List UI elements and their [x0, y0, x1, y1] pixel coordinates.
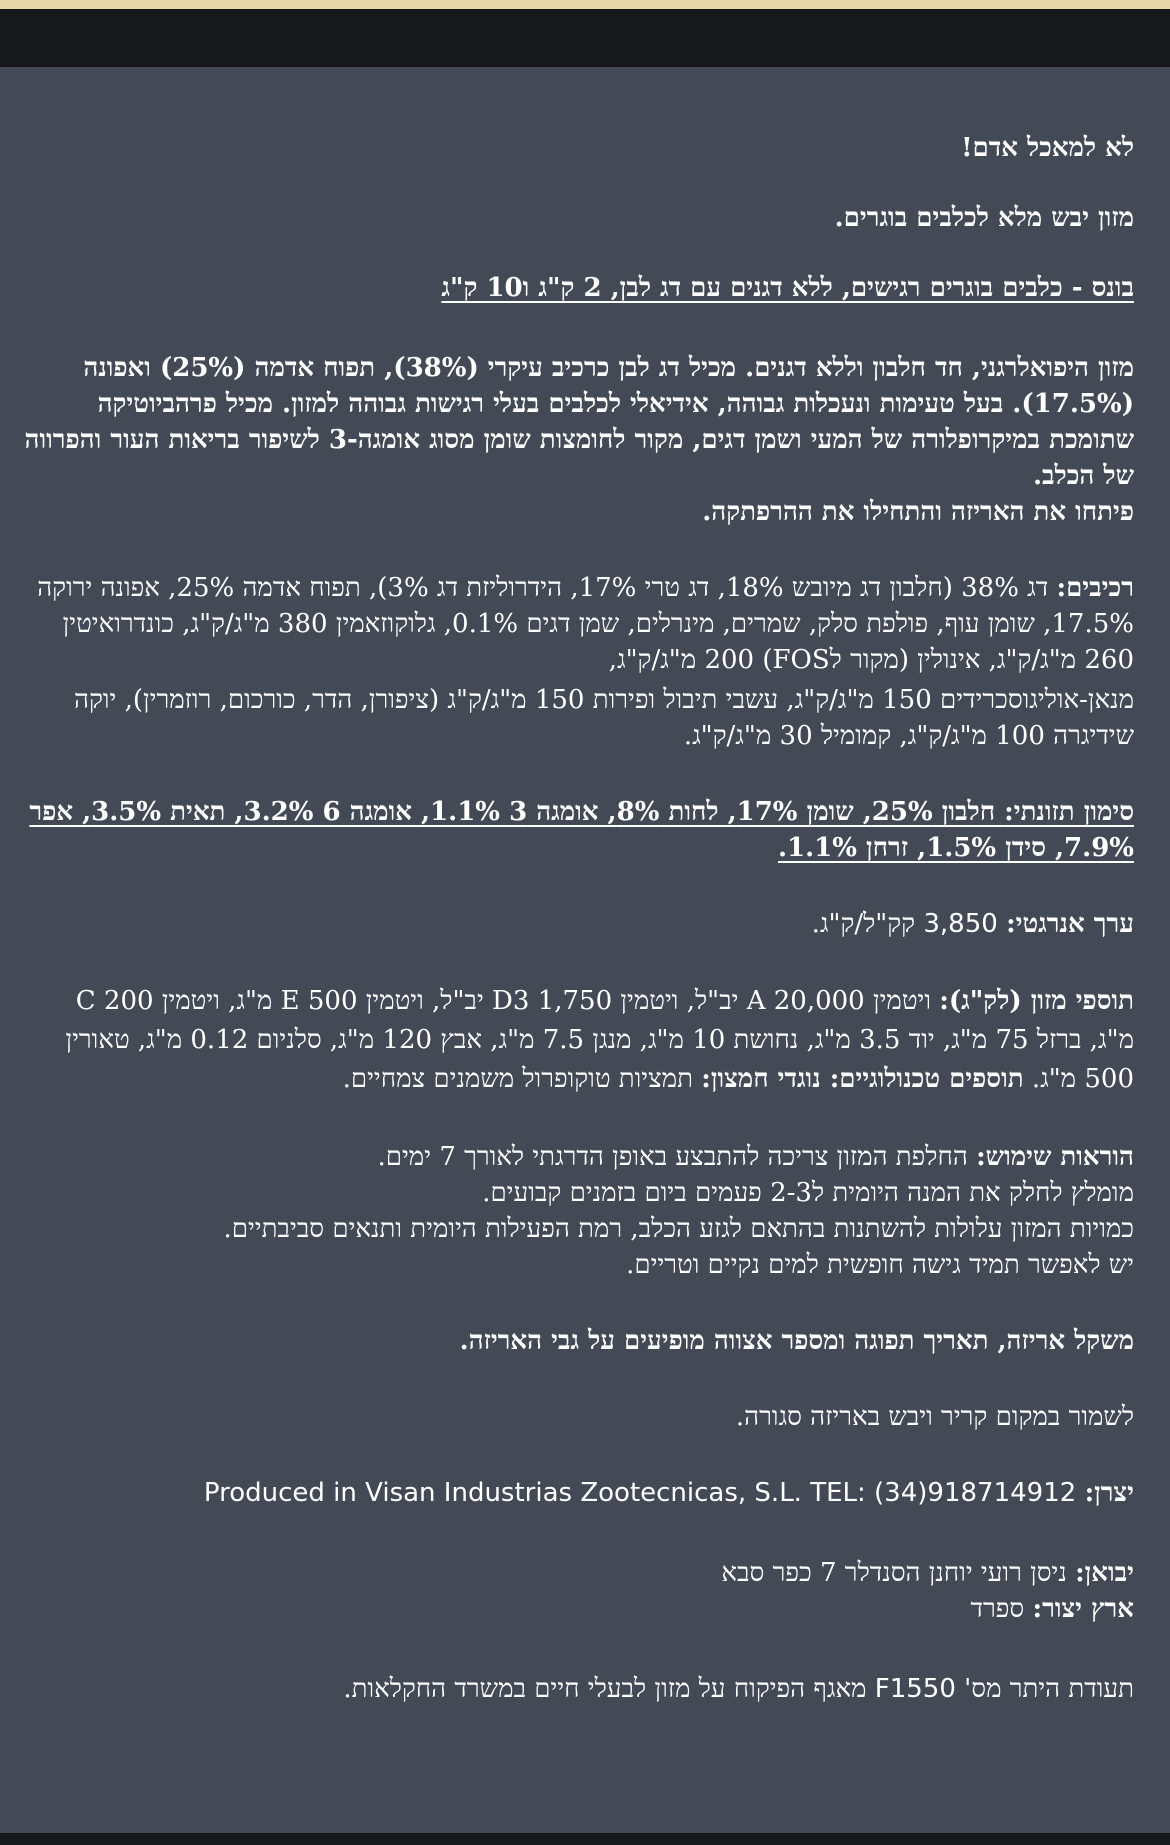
energy-unit: קק"ל/ק"ג.: [811, 909, 916, 939]
manufacturer: [24, 1475, 1134, 1511]
energy-value: 3,850: [923, 909, 998, 939]
bonus-title: בונס - כלבים בוגרים רגישים, ללא דגנים עם דג לבן, 2 ק"ג ו10 ק"ג: [441, 273, 1134, 303]
manufacturer-value: Produced in Visan Industrias Zootecnicas, S.L. TEL: (34)918714912: [203, 1478, 1077, 1508]
storage-instructions: לשמור במקום קריר ויבש באריזה סגורה.: [735, 1402, 1134, 1432]
bottom-bar: [0, 1833, 1170, 1845]
nutrition-text: חלבון 25%, שומן 17%, לחות 8%, אומגה 3 1.1%, אומגה 6 3.2%, תאית 3.5%, אפר 7.9%, סידן 1.5%, זרחן 1.1%.: [29, 797, 1134, 863]
call-to-action: פיתחו את האריזה והתחילו את ההרפתקה.: [702, 497, 1134, 527]
tech-additives-label: תוספים טכנולוגיים: נוגדי חמצון:: [701, 1064, 1024, 1094]
energy-label: ערך אנרגטי:: [1006, 909, 1134, 939]
license-prefix: תעודת היתר מס': [964, 1674, 1134, 1704]
ingredients-block: [24, 570, 1134, 754]
ingredients-text: דג 38% (חלבון דג מיובש 18%, דג טרי 17%, הידרוליזת דג 3%), תפוח אדמה 25%, אפונה ירוקה 17.5%, שומן עוף, פולפת סלק, שמרים, מינרלים, שמן דגים 0.1%, גלוקוזאמין 380 מ"ג/ק"ג, כונדרואיטין 260 מ"ג/ק"ג, אינולין (מקור לFOS) 200 מ"ג/ק"ג,: [37, 573, 1134, 675]
origin-label: ארץ יצור:: [1032, 1594, 1134, 1624]
importer-block: [24, 1555, 1134, 1627]
license-number: F1550: [874, 1674, 956, 1704]
energy: [24, 906, 1134, 942]
usage-line-1-text: החלפת המזון צריכה להתבצע באופן הדרגתי לאורך 7 ימים.: [377, 1142, 968, 1172]
usage-label: הוראות שימוש:: [976, 1142, 1134, 1172]
additives-label: תוספי מזון (לק"ג):: [939, 986, 1134, 1016]
description: מזון היפואלרגני, חד חלבון וללא דגנים. מכיל דג לבן כרכיב עיקרי (38%), תפוח אדמה (25%) ואפונה (17.5%). בעל טעימות ונעכלות גבוהה, אידיאלי לכלבים בעלי רגישות גבוהה למזון. מכיל פרהביוטיקה שתומכת במיקרופלורה של המעי ושמן דגים, מקור לחומצות שומן מסוג אומגה-3 לשיפור בריאות העור והפרווה של הכלב.: [24, 353, 1134, 491]
package-info: משקל אריזה, תאריך תפוגה ומספר אצווה מופיעים על גבי האריזה.: [459, 1326, 1134, 1356]
product-type: מזון יבש מלא לכלבים בוגרים.: [834, 203, 1134, 233]
top-accent-strip: [0, 0, 1170, 9]
nutrition-label: סימון תזונתי:: [1004, 797, 1134, 827]
usage-line-3: כמויות המזון עלולות להשתנות בהתאם לגזע הכלב, רמת הפעילות היומית ותנאים סביבתיים.: [223, 1214, 1134, 1244]
usage-line-2: מומלץ לחלק את המנה היומית ל2-3 פעמים ביום בזמנים קבועים.: [482, 1178, 1134, 1208]
importer-value: ניסן רועי יוחנן הסנדלר 7 כפר סבא: [721, 1558, 1067, 1588]
usage-line-1: [24, 1139, 1134, 1175]
description-block: [24, 350, 1134, 530]
importer: [24, 1555, 1134, 1591]
usage-line-4: יש לאפשר תמיד גישה חופשית למים נקיים וטריים.: [626, 1250, 1134, 1280]
usage-block: [24, 1139, 1134, 1283]
origin-value: ספרד: [970, 1594, 1025, 1624]
importer-label: יבואן:: [1075, 1558, 1134, 1588]
license-suffix: מאגף הפיקוח על מזון לבעלי חיים במשרד החקלאות.: [343, 1674, 867, 1704]
ingredients-label: רכיבים:: [1056, 573, 1134, 603]
manufacturer-label: יצרן:: [1084, 1478, 1134, 1508]
ingredients: [24, 570, 1134, 678]
not-for-humans-warning: לא למאכל אדם!: [961, 133, 1134, 163]
additives-text: ויטמין A 20,000 יב"ל, ויטמין D3 1,750 יב"ל, ויטמין E 500 מ"ג, ויטמין C 200 מ"ג, ברזל 75 מ"ג, יוד 3.5 מ"ג, נחושת 10 מ"ג, מנגן 7.5 מ"ג, אבץ 120 מ"ג, סלניום 0.12 מ"ג, טאורין 500 מ"ג.: [65, 986, 1134, 1094]
license: [24, 1671, 1134, 1707]
product-label-text: [24, 130, 1134, 1707]
nutrition: [24, 794, 1134, 866]
top-bar: [0, 9, 1170, 67]
ingredients-text-2: מנאן-אוליגוסכרידים 150 מ"ג/ק"ג, עשבי תיבול ופירות 150 מ"ג/ק"ג (ציפורן, הדר, כורכום, רוזמרין), יוקה שידיגרה 100 מ"ג/ק"ג, קמומיל 30 מ"ג/ק"ג.: [74, 685, 1134, 751]
tech-additives-text: תמציות טוקופרול משמנים צמחיים.: [342, 1064, 694, 1094]
origin: [24, 1591, 1134, 1627]
additives: [24, 982, 1134, 1099]
